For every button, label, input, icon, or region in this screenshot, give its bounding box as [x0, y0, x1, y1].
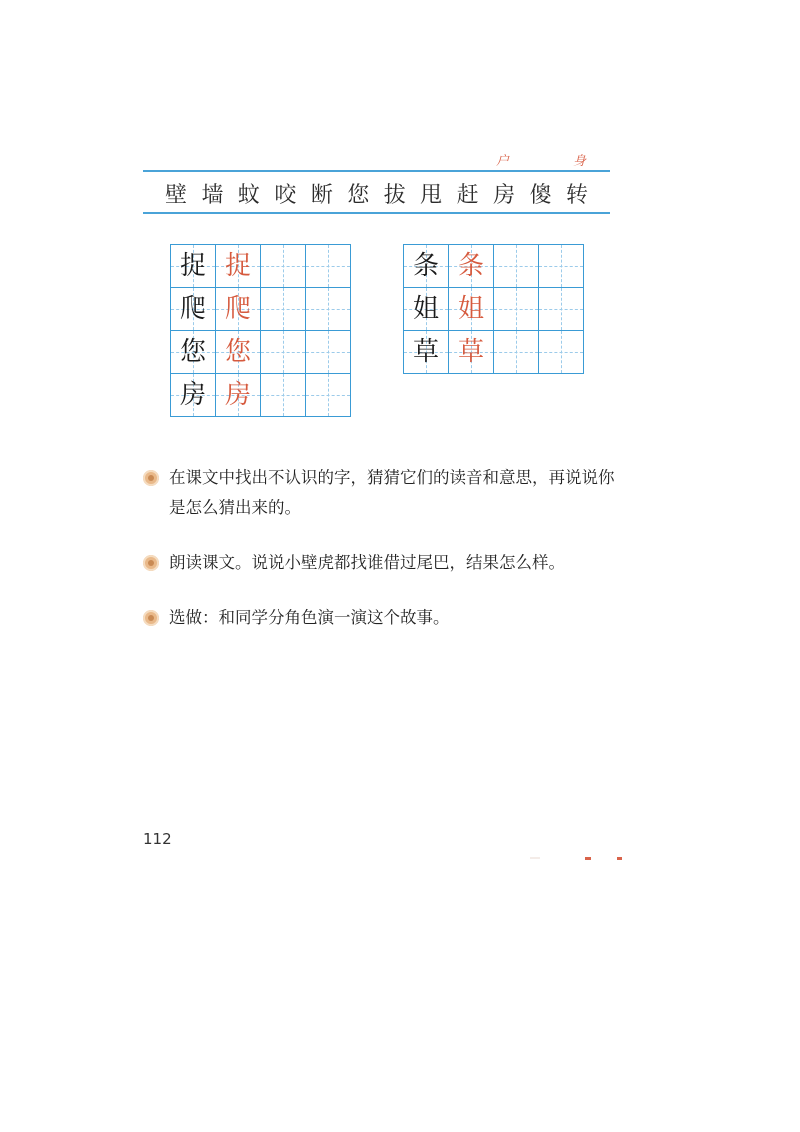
task-badge-icon: [143, 610, 159, 626]
trace-cell: [216, 288, 261, 331]
vocab-char: 傻: [529, 182, 552, 208]
task-item: [143, 603, 623, 633]
task-badge-icon: [143, 470, 159, 486]
print-char: 姐: [412, 294, 439, 324]
trace-char: 草: [457, 337, 484, 367]
trace-char: 房: [224, 380, 251, 410]
print-cell: [171, 245, 216, 288]
vocab-char: 拔: [383, 182, 406, 208]
trace-char: 姐: [457, 294, 484, 324]
print-char: 房: [179, 380, 206, 410]
trace-cell: [216, 374, 261, 417]
print-char: 爬: [179, 294, 206, 324]
print-char: 捉: [179, 251, 206, 281]
vocab-top-rule: [143, 170, 610, 172]
empty-practice-cell: [261, 288, 306, 331]
task-item: [143, 463, 623, 523]
empty-practice-cell: [539, 331, 584, 374]
writing-grid-right: [403, 244, 584, 374]
page-number: 112: [143, 830, 172, 848]
print-mark: [617, 857, 622, 860]
vocab-char: 壁: [165, 182, 188, 208]
empty-practice-cell: [261, 245, 306, 288]
vocab-char: 赶: [456, 182, 479, 208]
trace-cell: [216, 331, 261, 374]
print-cell: [171, 331, 216, 374]
empty-practice-cell: [261, 331, 306, 374]
print-cell: [404, 331, 449, 374]
task-item: [143, 548, 623, 578]
trace-char: 爬: [224, 294, 251, 324]
vocab-row: [143, 178, 610, 208]
empty-practice-cell: [306, 374, 351, 417]
trace-char: 您: [224, 337, 251, 367]
empty-practice-cell: [539, 288, 584, 331]
task-text: 在课文中找出不认识的字，猜猜它们的读音和意思，再说说你是怎么猜出来的。: [169, 468, 615, 517]
print-mark: [585, 857, 591, 860]
trace-char: 捉: [224, 251, 251, 281]
vocab-char: 蚊: [237, 182, 260, 208]
task-text: 朗读课文。说说小壁虎都找谁借过尾巴，结果怎么样。: [169, 553, 565, 572]
trace-char: 条: [457, 251, 484, 281]
vocab-char: 房: [493, 182, 516, 208]
print-cell: [171, 288, 216, 331]
vocab-char: 咬: [274, 182, 297, 208]
header-accent-mark: 户: [496, 154, 510, 169]
writing-grid-left: [170, 244, 351, 417]
vocab-char: 您: [347, 182, 370, 208]
print-cell: [404, 245, 449, 288]
vocab-char: 墙: [201, 182, 224, 208]
empty-practice-cell: [306, 331, 351, 374]
empty-practice-cell: [494, 331, 539, 374]
vocab-char: 甩: [420, 182, 443, 208]
empty-practice-cell: [306, 245, 351, 288]
empty-practice-cell: [261, 374, 306, 417]
vocab-char: 转: [565, 182, 588, 208]
vocab-char: 断: [310, 182, 333, 208]
task-badge-icon: [143, 555, 159, 571]
print-char: 条: [412, 251, 439, 281]
empty-practice-cell: [494, 288, 539, 331]
print-char: 草: [412, 337, 439, 367]
print-char: 您: [179, 337, 206, 367]
print-cell: [404, 288, 449, 331]
empty-practice-cell: [494, 245, 539, 288]
header-accent-mark: 身: [573, 154, 587, 169]
print-cell: [171, 374, 216, 417]
trace-cell: [449, 245, 494, 288]
trace-cell: [449, 331, 494, 374]
trace-cell: [216, 245, 261, 288]
empty-practice-cell: [306, 288, 351, 331]
empty-practice-cell: [539, 245, 584, 288]
trace-cell: [449, 288, 494, 331]
task-text: 选做：和同学分角色演一演这个故事。: [169, 608, 450, 627]
vocab-bottom-rule: [143, 212, 610, 214]
